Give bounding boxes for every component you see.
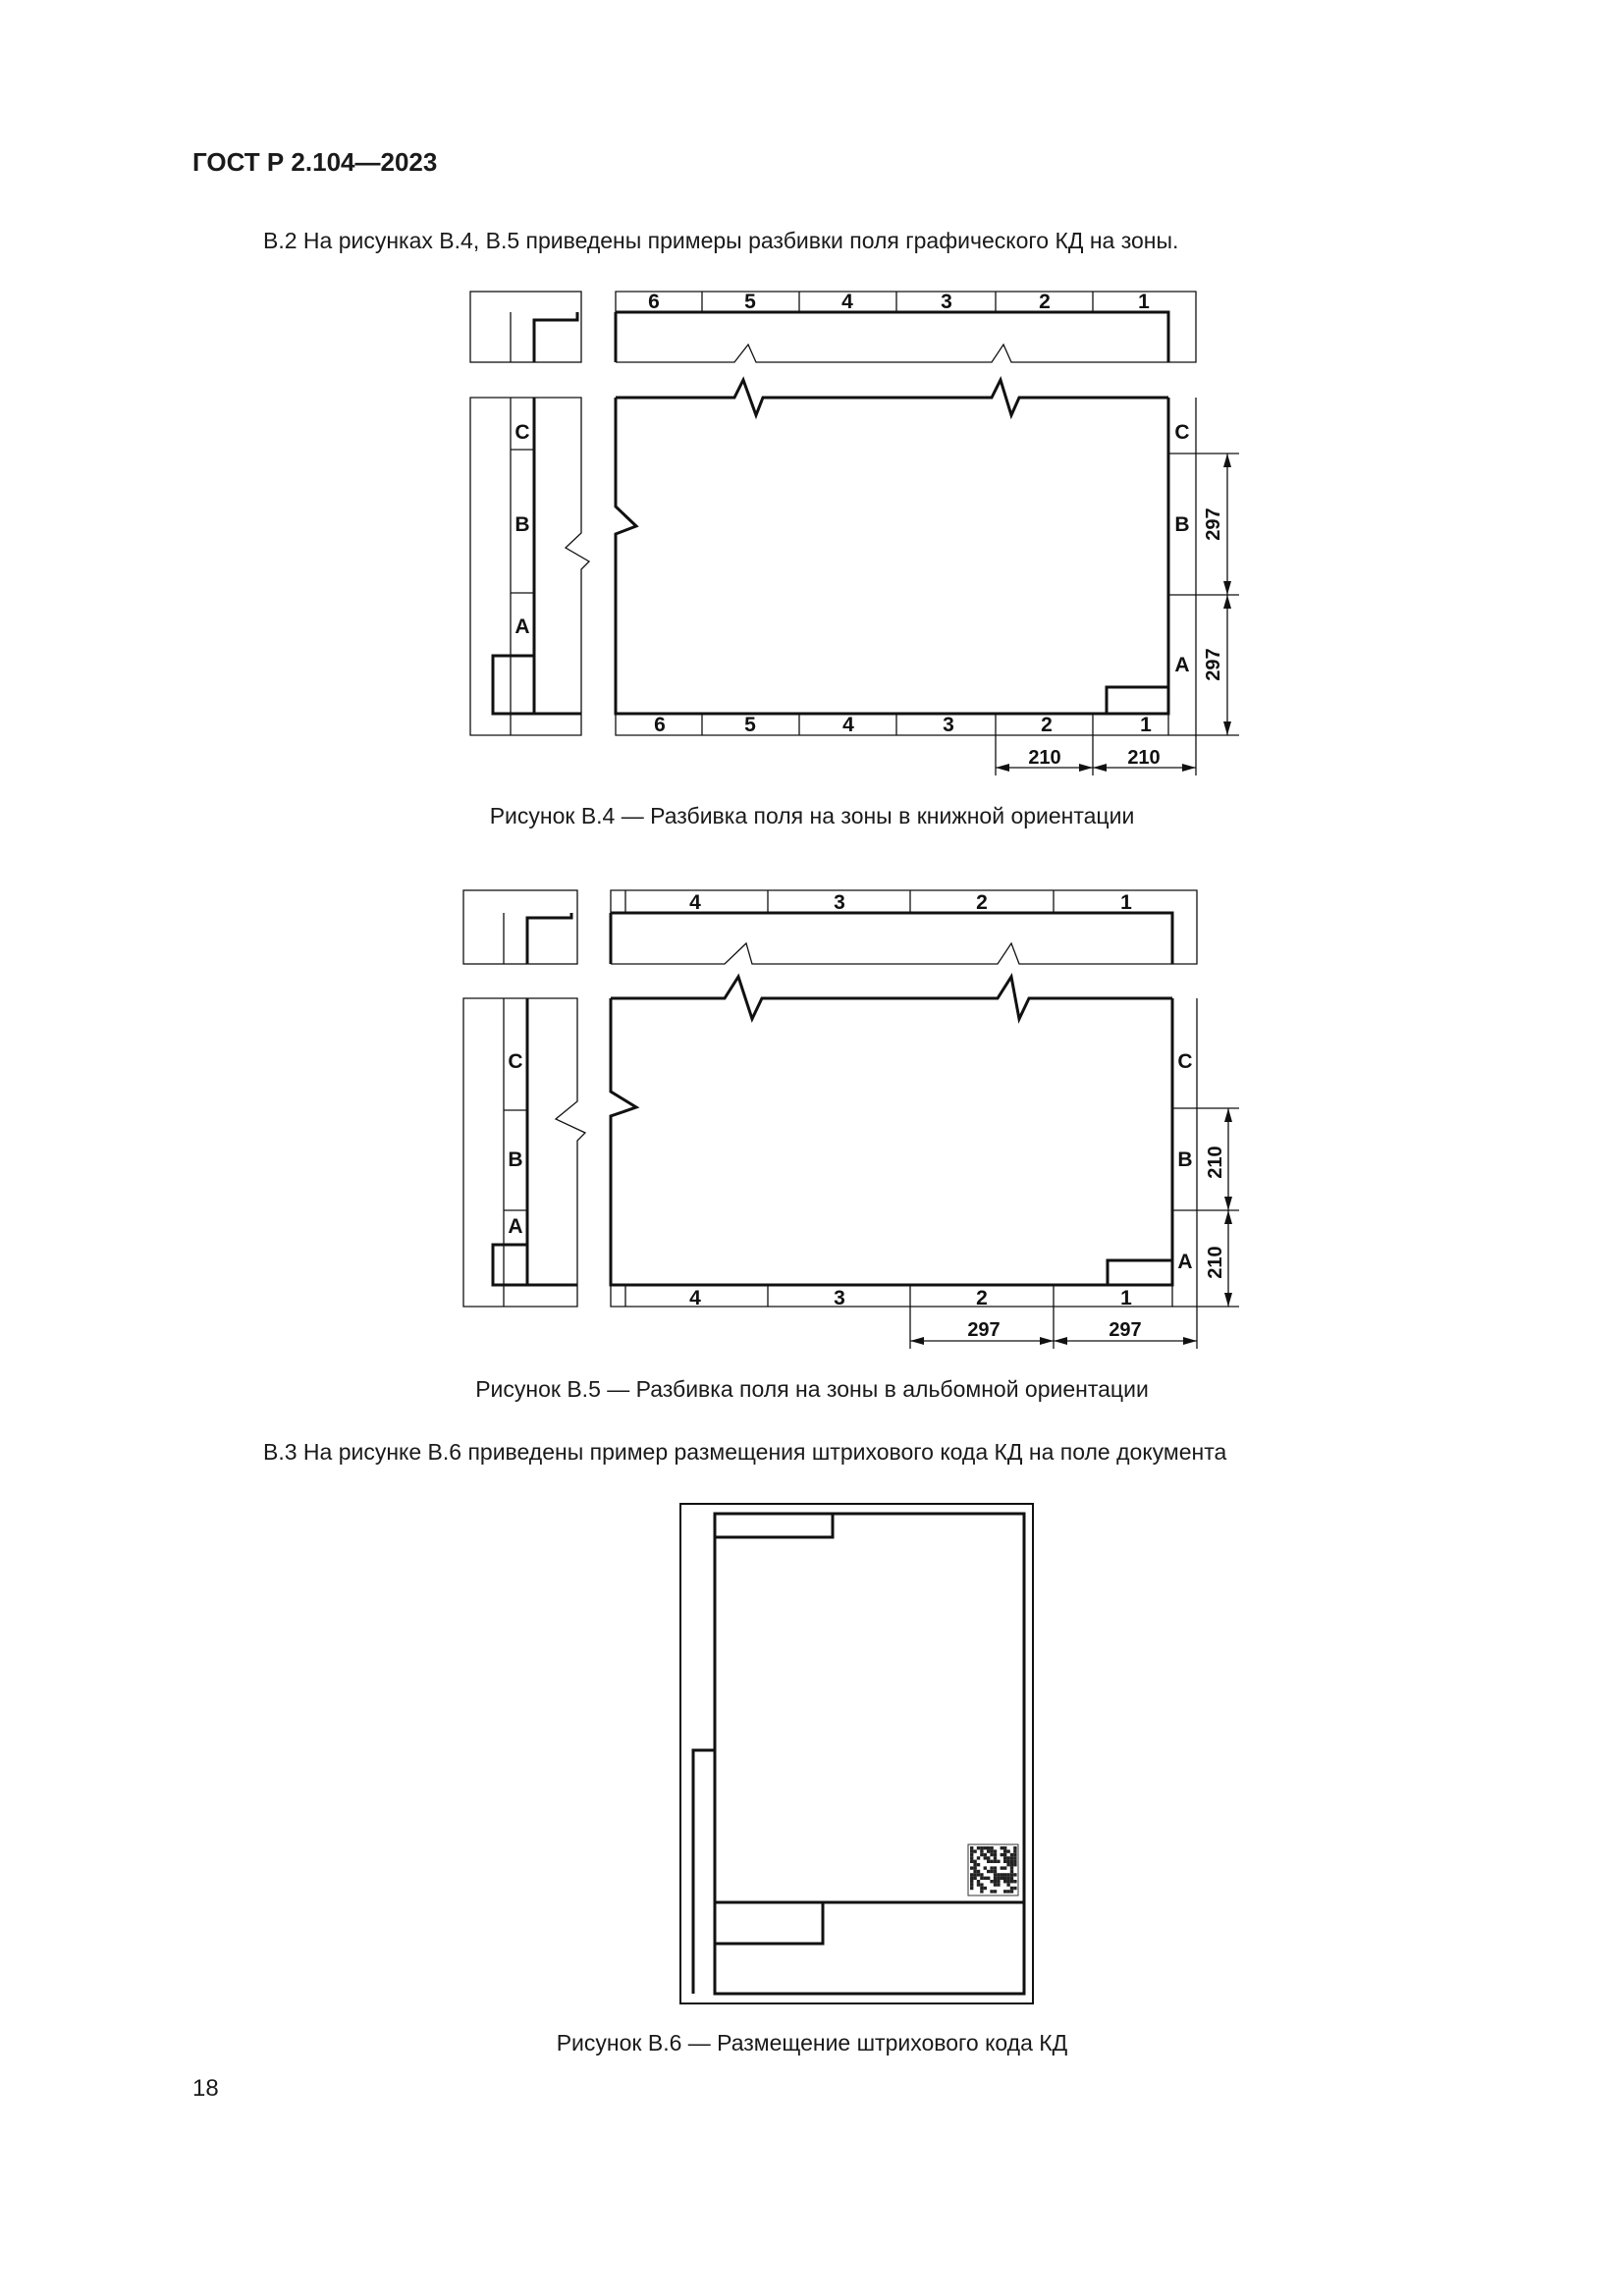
qr-cell [997,1860,1000,1863]
qr-cell [1006,1873,1009,1876]
qr-cell [987,1860,990,1863]
figure-b4-caption: Рисунок В.4 — Разбивка поля на зоны в книжной ориентации [489,803,1135,828]
qr-cell [994,1856,997,1859]
qr-cell [980,1873,983,1876]
qr-cell [973,1849,976,1852]
qr-cell [980,1877,983,1880]
qr-cell [1001,1866,1003,1869]
page-number: 18 [192,2075,219,2102]
qr-cell [987,1856,990,1859]
b4-top-col-1: 1 [1138,291,1150,313]
qr-cell [1010,1873,1013,1876]
qr-cell [980,1846,983,1849]
qr-cell [1001,1877,1003,1880]
qr-cell [1013,1873,1016,1876]
b5-left-row-a: A [508,1215,523,1238]
qr-cell [1010,1890,1013,1893]
qr-cell [1010,1856,1013,1859]
qr-cell [1010,1863,1013,1866]
qr-cell [997,1883,1000,1886]
b4-right-row-a: A [1174,654,1190,676]
qr-cell [1010,1877,1013,1880]
b5-top-col-2: 2 [976,891,988,914]
qr-cell [1006,1890,1009,1893]
paragraph-b2: В.2 На рисунках В.4, В.5 приведены примеры разбивки поля графического КД на зоны. [263,228,1179,253]
qr-cell [970,1856,973,1859]
qr-cell [970,1883,973,1886]
qr-cell [994,1849,997,1852]
qr-cell [994,1870,997,1873]
qr-cell [1003,1866,1006,1869]
b5-right-row-b: B [1177,1148,1193,1171]
qr-cell [1003,1846,1006,1849]
qr-cell [973,1863,976,1866]
qr-cell [970,1853,973,1856]
qr-cell [1010,1870,1013,1873]
qr-cell [1006,1883,1009,1886]
qr-cell [994,1866,997,1869]
qr-cell [1013,1856,1016,1859]
b4-dim-h2: 210 [1127,747,1161,769]
qr-cell [990,1860,993,1863]
qr-cell [1003,1877,1006,1880]
qr-cell [1013,1880,1016,1883]
b5-left-row-c: C [508,1050,523,1073]
qr-cell [990,1870,993,1873]
qr-cell [994,1877,997,1880]
b5-top-col-1: 1 [1120,891,1132,914]
qr-cell [994,1860,997,1863]
b4-bottom-col-1: 1 [1140,714,1152,736]
b4-right-row-b: B [1174,513,1190,536]
figure-b4 [0,275,1624,785]
qr-cell [970,1849,973,1852]
qr-cell [1003,1853,1006,1856]
qr-cell [990,1849,993,1852]
qr-cell [1001,1873,1003,1876]
qr-cell [1006,1880,1009,1883]
b5-bottom-col-2: 2 [976,1287,988,1309]
qr-cell [1006,1877,1009,1880]
qr-cell [984,1877,987,1880]
b4-top-col-6: 6 [648,291,660,313]
qr-cell [1013,1860,1016,1863]
qr-cell [973,1866,976,1869]
qr-cell [1010,1880,1013,1883]
qr-cell [980,1883,983,1886]
qr-cell [997,1877,1000,1880]
qr-cell [1013,1887,1016,1890]
b4-dim-v2: 297 [1203,648,1224,681]
b5-bottom-col-1: 1 [1120,1287,1132,1309]
qr-cell [987,1849,990,1852]
qr-cell [984,1856,987,1859]
b4-left-row-c: C [514,421,530,444]
qr-cell [977,1856,980,1859]
qr-cell [1006,1860,1009,1863]
qr-cell [980,1890,983,1893]
qr-cell [987,1846,990,1849]
qr-cell [1003,1890,1006,1893]
qr-cell [1006,1849,1009,1852]
qr-cell [1013,1849,1016,1852]
paragraph-b3: В.3 На рисунке В.6 приведены пример размещения штрихового кода КД на поле документа [263,1439,1227,1465]
b5-dim-v2: 210 [1205,1246,1226,1279]
document-header: ГОСТ Р 2.104—2023 [192,147,438,177]
qr-cell [990,1866,993,1869]
b4-bottom-col-5: 5 [744,714,756,736]
qr-cell [977,1873,980,1876]
qr-cell [977,1863,980,1866]
qr-cell [994,1890,997,1893]
qr-cell [1010,1853,1013,1856]
figure-b6-caption: Рисунок В.6 — Размещение штрихового кода КД [556,2030,1068,2056]
b4-left-row-b: B [514,513,530,536]
qr-cell [1013,1853,1016,1856]
qr-cell [1010,1866,1013,1869]
qr-cell [977,1883,980,1886]
b4-bottom-col-3: 3 [943,714,954,736]
b4-top-col-3: 3 [941,291,952,313]
figure-b6 [0,1492,1624,2012]
qr-cell [970,1846,973,1849]
b5-top-col-3: 3 [834,891,845,914]
qr-cell [1003,1880,1006,1883]
qr-cell [997,1873,1000,1876]
qr-cell [970,1880,973,1883]
qr-cell [987,1877,990,1880]
qr-cell [994,1883,997,1886]
qr-cell [1013,1846,1016,1849]
figure-b5 [0,874,1624,1374]
qr-cell [970,1860,973,1863]
qr-cell [973,1873,976,1876]
b5-right-row-c: C [1177,1050,1193,1073]
b5-bottom-col-3: 3 [834,1287,845,1309]
qr-cell [990,1880,993,1883]
qr-cell [980,1887,983,1890]
qr-code-icon [968,1844,1018,1896]
qr-cell [997,1880,1000,1883]
qr-cell [984,1887,987,1890]
qr-cell [987,1870,990,1873]
qr-cell [970,1887,973,1890]
b4-top-col-4: 4 [841,291,853,313]
qr-cell [1003,1856,1006,1859]
b5-top-col-4: 4 [689,891,701,914]
qr-cell [973,1870,976,1873]
b5-dim-h2: 297 [1109,1319,1142,1341]
qr-cell [994,1853,997,1856]
qr-cell [990,1890,993,1893]
qr-cell [994,1880,997,1883]
qr-cell [984,1846,987,1849]
qr-cell [973,1877,976,1880]
b5-bottom-col-4: 4 [689,1287,701,1309]
qr-cell [1003,1849,1006,1852]
b4-bottom-col-2: 2 [1041,714,1053,736]
b4-right-row-c: C [1174,421,1190,444]
qr-cell [990,1846,993,1849]
figure-b5-caption: Рисунок В.5 — Разбивка поля на зоны в альбомной ориентации [475,1376,1149,1402]
b4-top-col-2: 2 [1039,291,1051,313]
qr-cell [1006,1863,1009,1866]
qr-cell [980,1849,983,1852]
b4-left-row-a: A [514,615,530,638]
qr-cell [1013,1863,1016,1866]
qr-cell [980,1853,983,1856]
qr-cell [973,1860,976,1863]
b5-left-row-b: B [508,1148,523,1171]
b5-dim-v1: 210 [1205,1146,1226,1179]
b4-bottom-col-4: 4 [842,714,854,736]
qr-cell [984,1866,987,1869]
qr-cell [1001,1846,1003,1849]
qr-cell [970,1877,973,1880]
qr-cell [1006,1856,1009,1859]
qr-cell [977,1880,980,1883]
b5-dim-h1: 297 [967,1319,1001,1341]
qr-cell [1001,1853,1003,1856]
qr-cell [1003,1873,1006,1876]
qr-cell [1010,1860,1013,1863]
qr-cell [994,1873,997,1876]
qr-cell [970,1866,973,1869]
b4-dim-h1: 210 [1028,747,1061,769]
qr-cell [1003,1860,1006,1863]
qr-cell [977,1846,980,1849]
b4-top-col-5: 5 [744,291,756,313]
b5-right-row-a: A [1177,1251,1193,1273]
b4-dim-v1: 297 [1203,507,1224,541]
qr-cell [970,1873,973,1876]
qr-cell [1010,1887,1013,1890]
qr-cell [990,1853,993,1856]
qr-cell [984,1853,987,1856]
b4-bottom-col-6: 6 [654,714,666,736]
qr-cell [977,1870,980,1873]
